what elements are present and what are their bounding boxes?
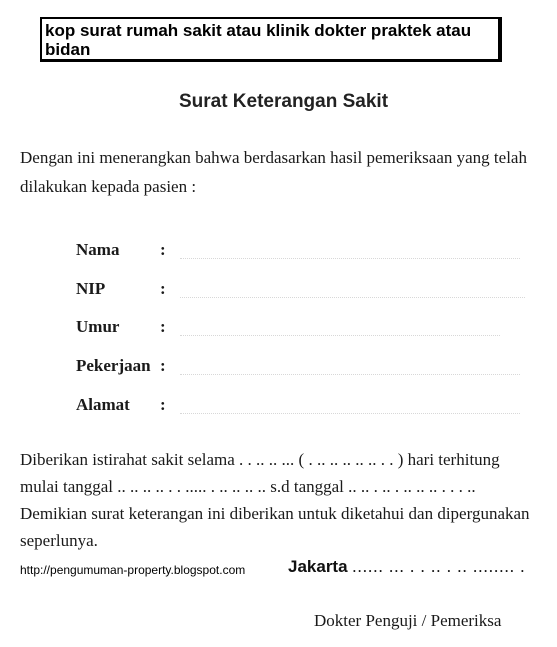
- body-paragraph: [20, 446, 557, 554]
- field-colon-nama: :: [160, 240, 166, 259]
- field-line-umur: [180, 335, 500, 337]
- field-colon-umur: :: [160, 317, 166, 336]
- date-dots: ...... ... . . .. . .. ........ .: [352, 557, 526, 576]
- field-label-umur: Umur: [76, 317, 120, 336]
- field-colon-nip: :: [160, 279, 166, 298]
- letterhead-box: [40, 17, 502, 62]
- field-line-alamat: [180, 413, 520, 415]
- signature-title: Dokter Penguji / Pemeriksa: [314, 611, 502, 630]
- intro-paragraph: [20, 143, 557, 201]
- body-line-4: seperlunya.: [20, 531, 98, 550]
- body-line-3: Demikian surat keterangan ini diberikan untuk diketahui dan dipergunakan: [20, 504, 530, 523]
- intro-line-1: Dengan ini menerangkan bahwa berdasarkan hasil pemeriksaan yang telah: [20, 148, 527, 167]
- field-label-nama: Nama: [76, 240, 120, 259]
- field-line-pekerjaan: [180, 374, 520, 376]
- field-line-nama: [180, 258, 520, 260]
- letterhead-line-2: bidan: [45, 40, 91, 59]
- field-colon-pekerjaan: :: [160, 356, 166, 375]
- body-line-2: mulai tanggal .. .. .. .. . . ..... . .. .. .. .. s.d tanggal .. .. . .. . .. .. .. . . . ..: [20, 477, 476, 496]
- body-line-1: Diberikan istirahat sakit selama . . .. .. ... ( . .. .. .. .. .. . . ) hari terhitung: [20, 450, 500, 469]
- field-line-nip: [180, 297, 525, 299]
- source-url: http://pengumuman-property.blogspot.com: [20, 563, 246, 577]
- intro-line-2: dilakukan kepada pasien :: [20, 177, 197, 196]
- field-label-nip: NIP: [76, 279, 106, 298]
- field-label-pekerjaan: Pekerjaan: [76, 356, 151, 375]
- field-colon-alamat: :: [160, 395, 166, 414]
- city-name: Jakarta: [288, 557, 348, 576]
- document-title: Surat Keterangan Sakit: [178, 91, 389, 112]
- letterhead-line-1: kop surat rumah sakit atau klinik dokter praktek atau: [45, 21, 472, 40]
- field-label-alamat: Alamat: [76, 395, 130, 414]
- place-date: [288, 557, 526, 577]
